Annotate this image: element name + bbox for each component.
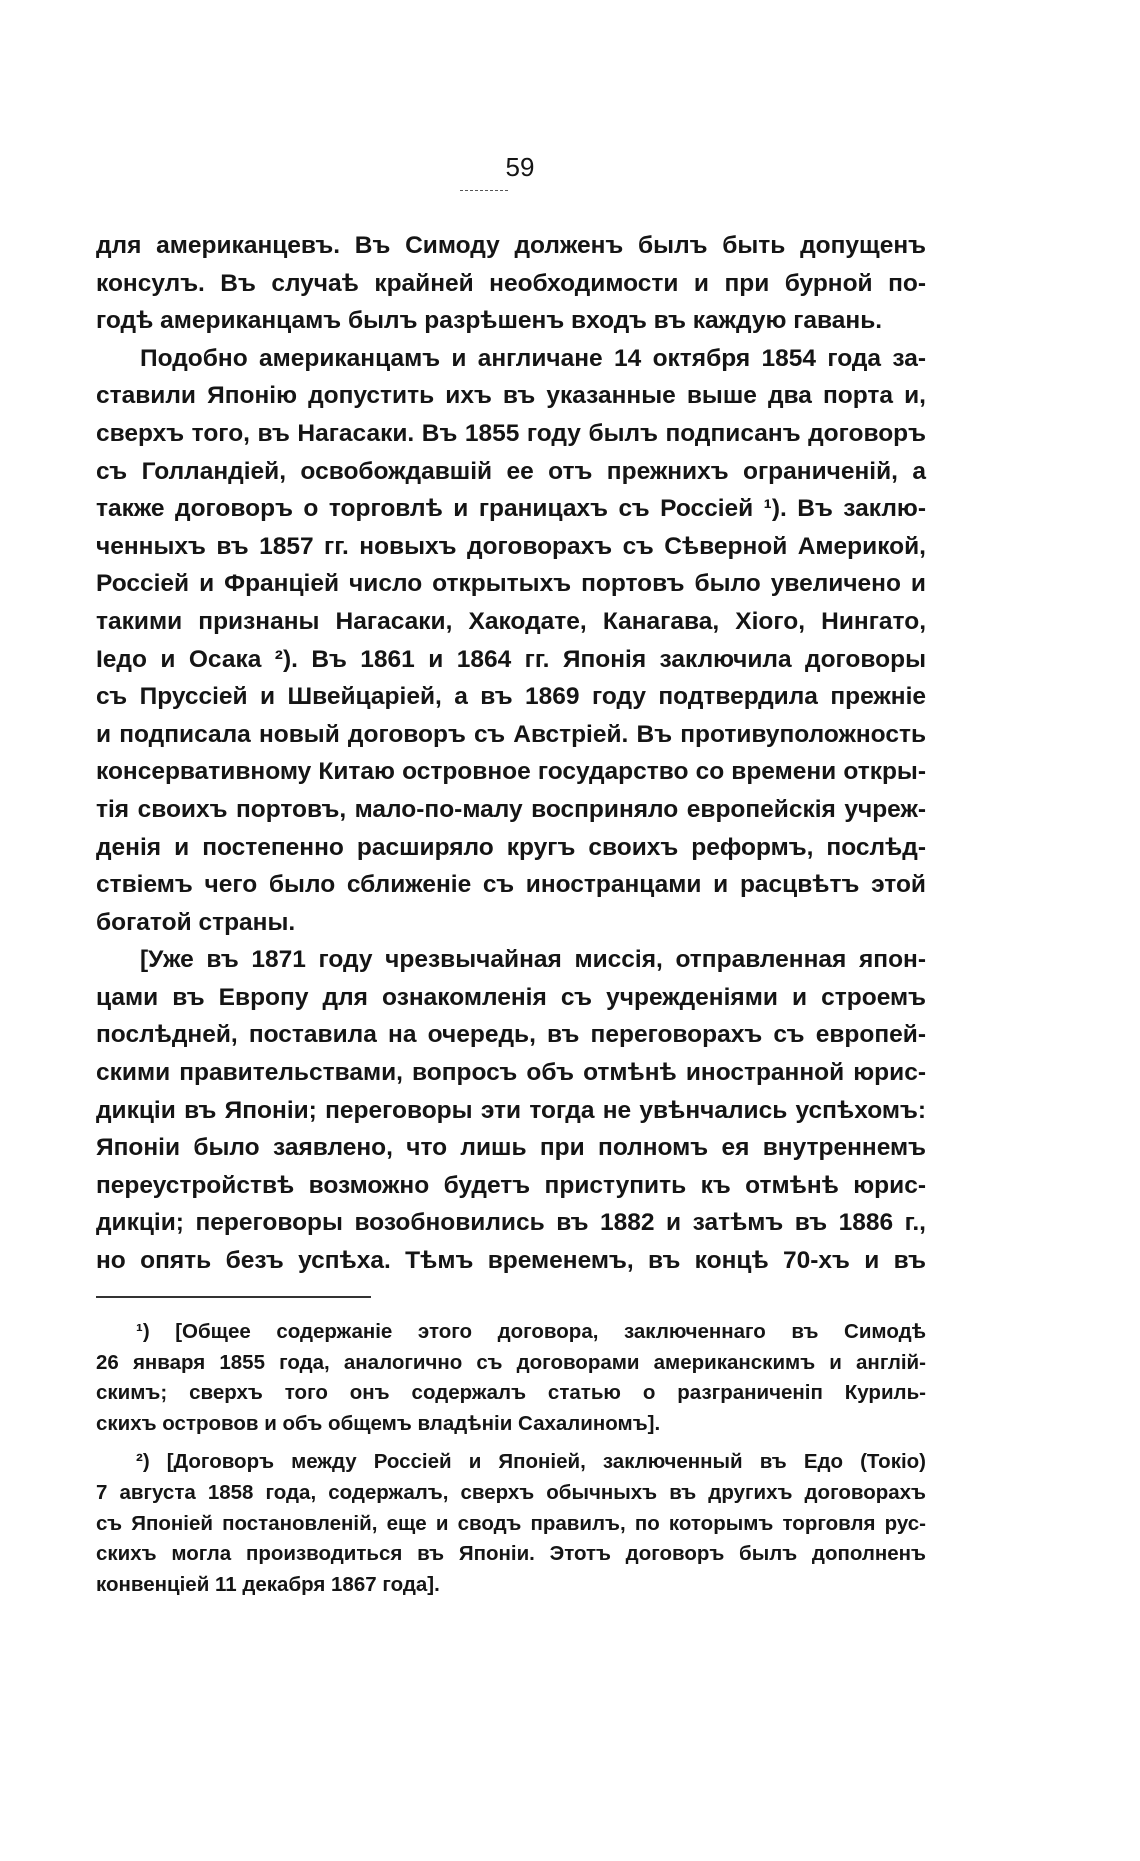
body-line: переустройствѣ возможно будетъ приступить къ отмѣнѣ юрис- bbox=[96, 1171, 926, 1199]
body-line: ченныхъ въ 1857 гг. новыхъ договорахъ съ Сѣверной Америкой, bbox=[96, 532, 926, 560]
body-line: консервативному Китаю островное государство со времени откры- bbox=[96, 758, 926, 786]
footnote-line: конвенціей 11 декабря 1867 года]. bbox=[96, 1572, 440, 1596]
footnote-line: ¹) [Общее содержаніе этого договора, заключеннаго въ Симодѣ bbox=[136, 1320, 926, 1343]
body-line: консулъ. Въ случаѣ крайней необходимости и при бурной по- bbox=[96, 269, 926, 297]
body-line: цами въ Европу для ознакомленія съ учрежденіями и строемъ bbox=[96, 983, 926, 1011]
page-number-rule bbox=[460, 190, 508, 191]
body-line: Подобно американцамъ и англичане 14 октября 1854 года за- bbox=[140, 344, 926, 372]
footnote-line: 26 января 1855 года, аналогично съ договорами американскимъ и англій- bbox=[96, 1350, 926, 1374]
body-line: Россіей и Франціей число открытыхъ портовъ было увеличено и bbox=[96, 570, 926, 598]
page-number: 59 bbox=[505, 152, 535, 182]
body-line: тія своихъ портовъ, мало-по-малу восприняло европейскія учреж- bbox=[96, 795, 926, 823]
footnote-separator bbox=[96, 1296, 371, 1298]
body-line: Іедо и Осака ²). Въ 1861 и 1864 гг. Японія заключила договоры bbox=[96, 645, 926, 673]
body-line: также договоръ о торговлѣ и границахъ съ Россіей ¹). Въ заклю- bbox=[96, 495, 926, 523]
body-line: для американцевъ. Въ Симоду долженъ былъ быть допущенъ bbox=[96, 232, 926, 259]
footnote-gap bbox=[96, 1439, 926, 1447]
footnote-line: ²) [Договоръ между Россіей и Японіей, заключенный въ Едо (Токіо) bbox=[136, 1450, 926, 1474]
body-line: скими правительствами, вопросъ объ отмѣнѣ иностранной юрис- bbox=[96, 1059, 926, 1087]
body-line: съ Пруссіей и Швейцаріей, а въ 1869 году подтвердила прежніе bbox=[96, 683, 926, 711]
body-line: но опять безъ успѣха. Тѣмъ временемъ, въ концѣ 70-хъ и въ bbox=[96, 1247, 926, 1275]
footnote-line: скихъ могла производиться въ Японіи. Этотъ договоръ былъ дополненъ bbox=[96, 1542, 926, 1566]
body-line: [Уже въ 1871 году чрезвычайная миссія, отправленная япон- bbox=[140, 946, 926, 974]
footnote-line: 7 августа 1858 года, содержалъ, сверхъ обычныхъ въ другихъ договорахъ bbox=[96, 1480, 926, 1504]
body-line: ставили Японію допустить ихъ въ указанные выше два порта и, bbox=[96, 382, 926, 410]
body-line: дикціи; переговоры возобновились въ 1882 и затѣмъ въ 1886 г., bbox=[96, 1209, 926, 1237]
body-line: дикціи въ Японіи; переговоры эти тогда не увѣнчались успѣхомъ: bbox=[96, 1096, 926, 1124]
footnote-2 bbox=[96, 1447, 926, 1600]
body-line: ствіемъ чего было сближеніе съ иностранцами и расцвѣтъ этой bbox=[96, 871, 926, 899]
body-line: годѣ американцамъ былъ разрѣшенъ входъ въ каждую гавань. bbox=[96, 307, 883, 335]
body-line: и подписала новый договоръ съ Австріей. Въ противуположность bbox=[96, 720, 926, 748]
footnote-line: скихъ островов и объ общемъ владѣніи Сахалиномъ]. bbox=[96, 1411, 661, 1435]
body-line: богатой страны. bbox=[96, 908, 296, 936]
body-text bbox=[96, 227, 926, 1280]
footnote-line: скимъ; сверхъ того онъ содержалъ статью о разграниченіп Куриль- bbox=[96, 1381, 926, 1405]
body-line: Японіи было заявлено, что лишь при полномъ ея внутреннемъ bbox=[96, 1134, 926, 1162]
footnote-line: съ Японіей постановленій, еще и сводъ правилъ, по которымъ торговля рус- bbox=[96, 1511, 926, 1535]
footnotes bbox=[96, 1317, 926, 1600]
body-line: сверхъ того, въ Нагасаки. Въ 1855 году былъ подписанъ договоръ bbox=[96, 419, 926, 447]
body-line: такими признаны Нагасаки, Хакодате, Канагава, Хіого, Нингато, bbox=[96, 607, 926, 635]
body-line: послѣдней, поставила на очередь, въ переговорахъ съ европей- bbox=[96, 1021, 926, 1049]
body-line: съ Голландіей, освобождавшій ее отъ прежнихъ ограниченій, а bbox=[96, 457, 926, 485]
body-line: денія и постепенно расширяло кругъ своихъ реформъ, послѣд- bbox=[96, 833, 926, 861]
footnote-1 bbox=[96, 1317, 926, 1439]
